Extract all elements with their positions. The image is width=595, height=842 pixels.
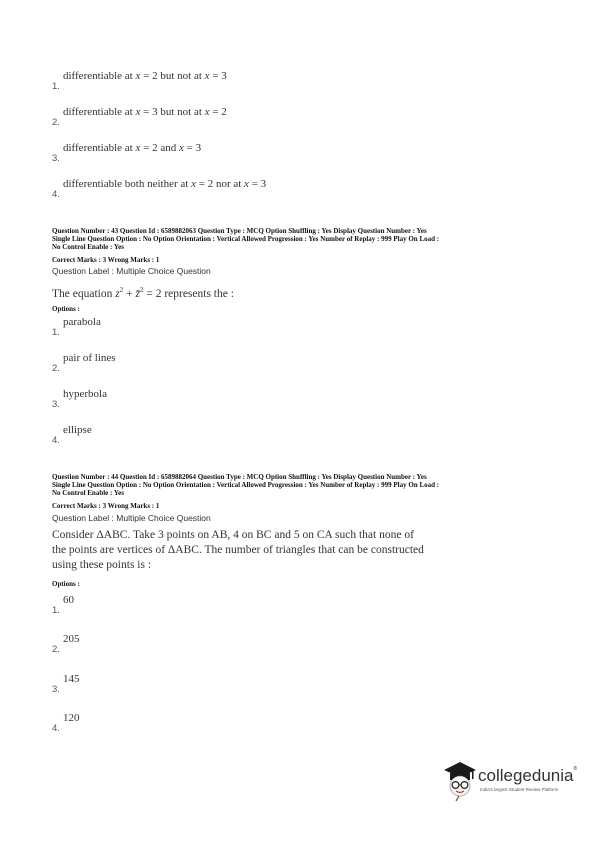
option-number: 3.	[52, 153, 60, 164]
option-text: 145	[63, 673, 80, 685]
meta-line: Single Line Question Option : No Option Orientation : Vertical Allowed Progression : Yes Number of Replay : 999 Play On Load :	[52, 235, 440, 243]
q43-metadata	[52, 227, 552, 251]
q43-marks: Correct Marks : 3 Wrong Marks : 1	[52, 256, 160, 264]
option-text: parabola	[63, 316, 101, 328]
option-number: 1.	[52, 605, 60, 616]
option-number: 1.	[52, 81, 60, 92]
stem-line: the points are vertices of ΔABC. The number of triangles that can be constructed	[52, 544, 424, 556]
logo-wordmark: collegedunia®	[478, 766, 578, 785]
q44-options-heading: Options :	[52, 580, 80, 588]
meta-line: Question Number : 44 Question Id : 6589882064 Question Type : MCQ Option Shuffling : Yes Display Question Number : Yes	[52, 473, 427, 481]
option-number: 3.	[52, 399, 60, 410]
meta-line: Question Number : 43 Question Id : 6589882063 Question Type : MCQ Option Shuffling : Yes Display Question Number : Yes	[52, 227, 427, 235]
option-number: 2.	[52, 117, 60, 128]
q44-question-label: Question Label : Multiple Choice Question	[52, 513, 211, 523]
meta-line: No Control Enable : Yes	[52, 243, 124, 251]
meta-line: No Control Enable : Yes	[52, 489, 124, 497]
option-number: 2.	[52, 644, 60, 655]
option-text: pair of lines	[63, 352, 116, 364]
option-text: ellipse	[63, 424, 92, 436]
option-text: 120	[63, 712, 80, 724]
option-number: 2.	[52, 363, 60, 374]
option-text: differentiable at x = 2 but not at x = 3	[63, 70, 227, 82]
logo-tagline: India's largest Student Review Platform	[480, 787, 559, 792]
option-text: differentiable at x = 2 and x = 3	[63, 142, 202, 154]
q44-marks: Correct Marks : 3 Wrong Marks : 1	[52, 502, 160, 510]
option-text: differentiable at x = 3 but not at x = 2	[63, 106, 227, 118]
collegedunia-logo[interactable]	[442, 760, 582, 806]
option-number: 1.	[52, 327, 60, 338]
stem-line: Consider ΔABC. Take 3 points on AB, 4 on BC and 5 on CA such that none of	[52, 529, 414, 541]
q43-options-heading: Options :	[52, 305, 80, 313]
meta-line: Single Line Question Option : No Option Orientation : Vertical Allowed Progression : Yes Number of Replay : 999 Play On Load :	[52, 481, 440, 489]
q44-question-stem	[52, 528, 492, 573]
option-number: 4.	[52, 723, 60, 734]
option-text: 60	[63, 594, 74, 606]
option-text: 205	[63, 633, 80, 645]
option-text: differentiable both neither at x = 2 nor at x = 3	[63, 178, 267, 190]
option-number: 4.	[52, 435, 60, 446]
q44-metadata	[52, 473, 552, 497]
q43-question-stem: The equation $z^2$ + z̄$^2$ = 2 represents the :	[52, 286, 234, 300]
option-number: 4.	[52, 189, 60, 200]
graduate-mascot-icon	[442, 760, 478, 802]
stem-line: using these points is :	[52, 559, 152, 571]
q43-question-label: Question Label : Multiple Choice Question	[52, 266, 211, 276]
option-number: 3.	[52, 684, 60, 695]
option-text: hyperbola	[63, 388, 107, 400]
